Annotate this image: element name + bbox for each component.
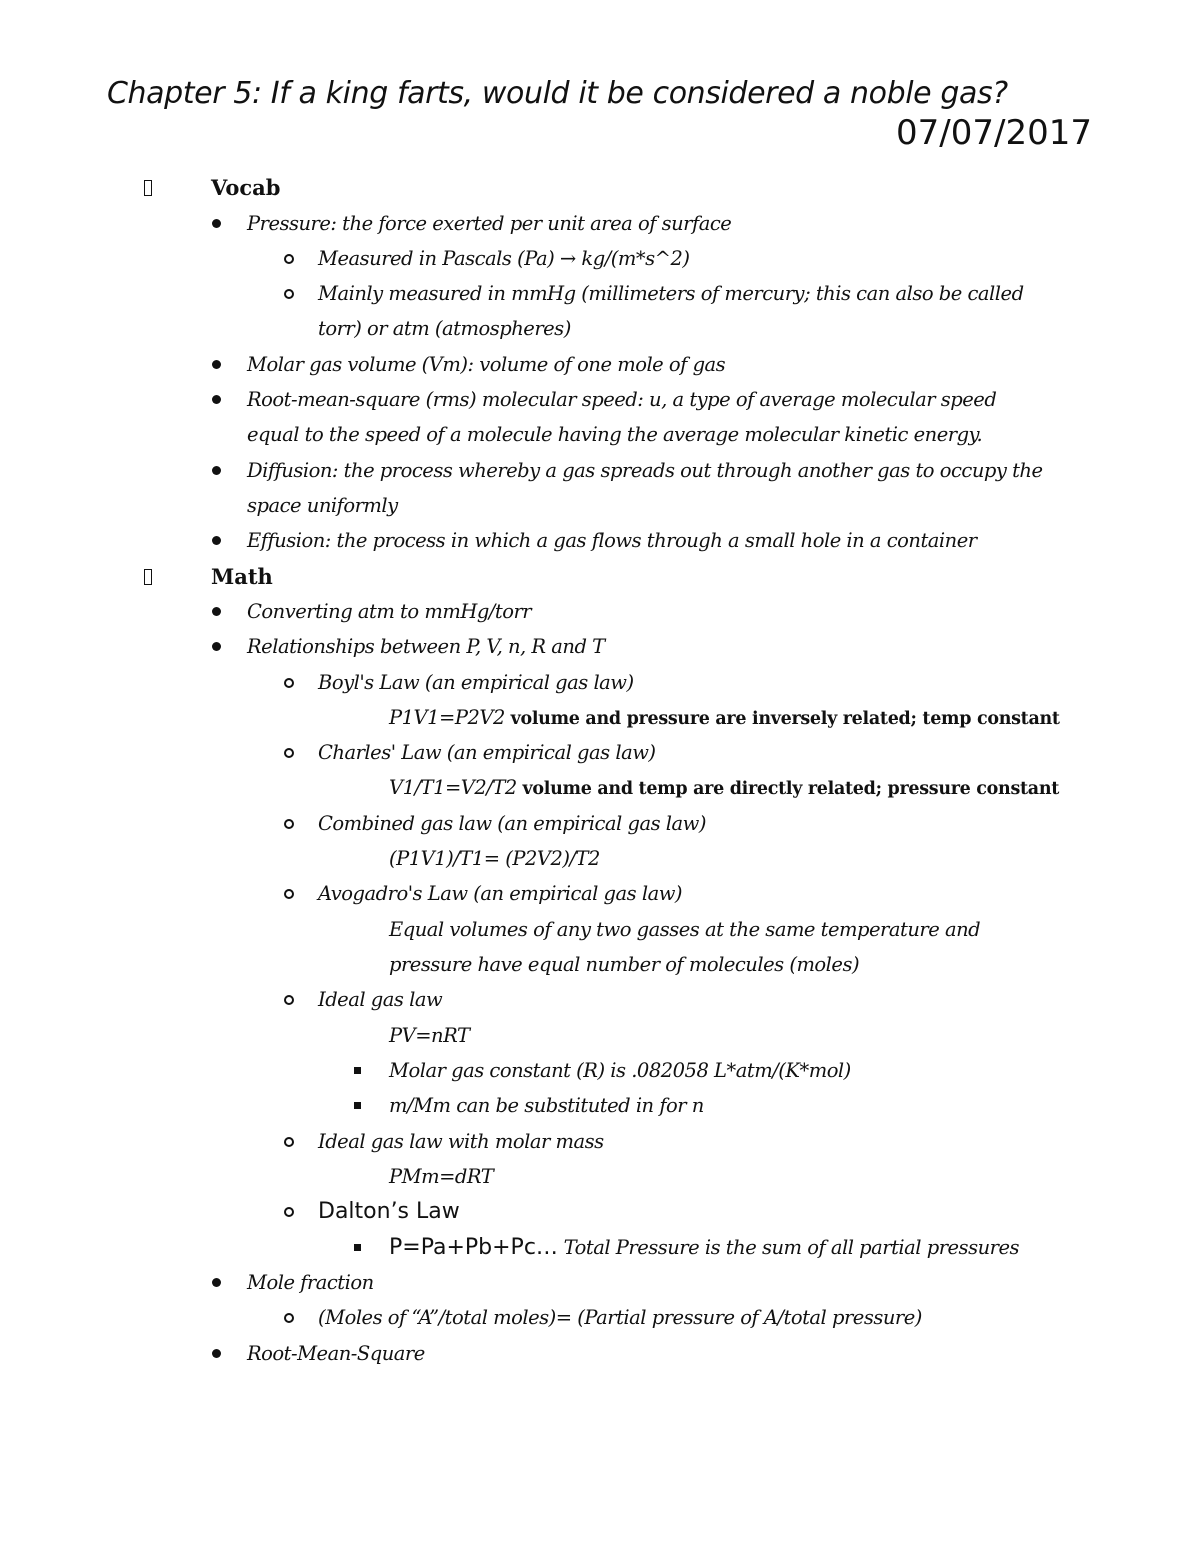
document-page: Chapter 5: If a king farts, would it be considered a noble gas? 07/07/2017 Vocab Pressure: the force exerted per unit area of surface Measured in Pascals (Pa) → kg/(m*s^2) Mainly measured in mmHg (millimeters of mercury; this can also be called torr) or atm (atmospheres) Molar gas volume (Vm): volume of one mole of gas Root-mean-square (rms) molecular speed: u, a type of average molecular speed equal to the speed of a molecule having the average molecular kinetic energy. Diffusion: the process whereby a gas spreads out through another gas to occupy the space uniformly Effusion: the process in which a gas flows through a small hole in a container Math Converting atm to mmHg/torr Relationships between P, V, n, R and T Boyl's Law (an empirical gas law) P1V1=P2V2 volume and pressure are inversely related; temp constant Charles' Law (an empirical gas law) V1/T1=V2/T2 volume and temp are directly related; pressure constant Combined gas law (an empirical gas law) (P1V1)/T1= (P2V2)/T2 Avogadro's Law (an empirical gas law) Equal volumes of any two gasses at the same temperature and pressure have equal number of molecules (moles) Ideal gas law PV=nRT Molar gas constant (R) is .082058 L*atm/(K*mol) m/Mm can be substituted in for n Ideal gas law with molar mass PMm=dRT Dalton’s Law P=Pa+Pb+Pc… Total Pressure is the sum of all partial pressures Mole fraction (Moles of “A”/total moles)= (Partial pressure of A/total pressure) Root-Mean-Square — [0, 0, 1200, 1553]
bullet-circle-icon — [284, 748, 294, 758]
bullet-circle-icon — [284, 1313, 294, 1323]
bullet-circle-icon — [284, 889, 294, 899]
bullet-circle-icon — [284, 995, 294, 1005]
bullet-circle-icon — [284, 819, 294, 829]
bullet-circle-icon — [284, 289, 294, 299]
box-bullet-icon — [144, 569, 152, 585]
page-title: Chapter 5: If a king farts, would it be considered a noble gas? — [107, 76, 1008, 111]
page-date: 07/07/2017 — [896, 113, 1092, 153]
box-bullet-icon — [144, 180, 152, 196]
bullet-circle-icon — [284, 1137, 294, 1147]
bullet-square-icon — [354, 1244, 361, 1251]
bullet-dot-icon — [212, 1349, 221, 1358]
section-heading: Math — [211, 564, 273, 589]
bullet-dot-icon — [212, 219, 221, 228]
bullet-circle-icon — [284, 254, 294, 264]
bullet-dot-icon — [212, 360, 221, 369]
bullet-square-icon — [354, 1067, 361, 1074]
bullet-dot-icon — [212, 536, 221, 545]
bullet-dot-icon — [212, 642, 221, 651]
bullet-circle-icon — [284, 1207, 294, 1217]
bullet-square-icon — [354, 1102, 361, 1109]
bullet-circle-icon — [284, 678, 294, 688]
bullet-dot-icon — [212, 466, 221, 475]
bullet-dot-icon — [212, 1278, 221, 1287]
bullet-dot-icon — [212, 395, 221, 404]
section-heading: Vocab — [211, 175, 281, 200]
bullet-dot-icon — [212, 607, 221, 616]
